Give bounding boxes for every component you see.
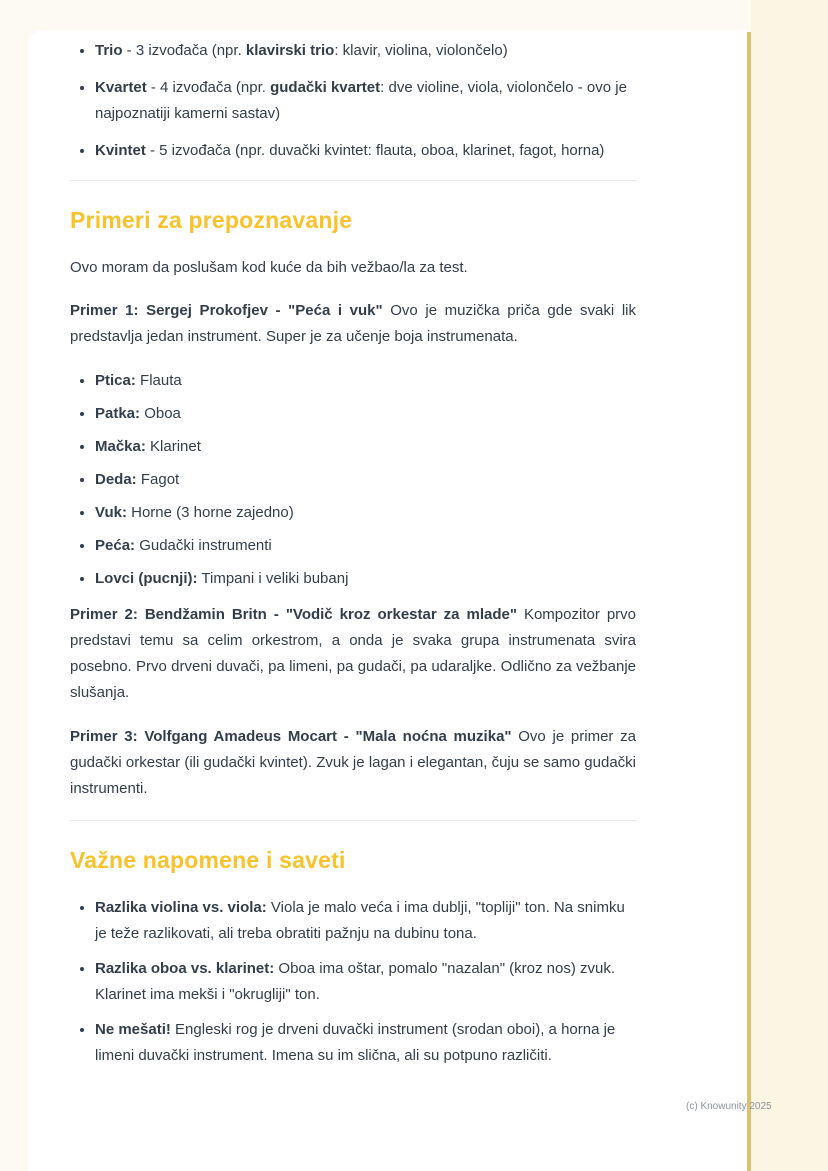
primer-2-paragraph: Primer 2: Bendžamin Britn - "Vodič kroz orkestar za mlade" Kompozitor prvo predstavi temu sa celim orkestrom, a onda je svaka grupa instrumenata svira posebno. Prvo drveni duvači, pa limeni, pa gudači, pa udaraljke. Odlično za vežbanje slušanja.	[70, 606, 636, 701]
notes-list	[70, 895, 636, 1069]
list-item: • Kvintet - 5 izvođača (npr. duvački kvintet: flauta, oboa, klarinet, fagot, horna)	[95, 138, 636, 164]
side-strip	[751, 0, 828, 1171]
section-divider	[70, 820, 636, 821]
intro-paragraph: Ovo moram da poslušam kod kuće da bih vežbao/la za test.	[70, 259, 468, 276]
content-column	[70, 38, 636, 1078]
section-divider	[70, 180, 636, 181]
characters-list	[70, 368, 636, 592]
list-item: • Vuk: Horne (3 horne zajedno)	[95, 500, 636, 526]
list-item: • Ne mešati! Engleski rog je drveni duvački instrument (srodan oboi), a horna je limeni duvački instrument. Imena su im slična, ali su potpuno različiti.	[95, 1017, 636, 1069]
section-heading-notes: Važne napomene i saveti	[70, 847, 346, 873]
accent-line	[747, 32, 751, 1171]
list-item: • Kvartet - 4 izvođača (npr. gudački kvartet: dve violine, viola, violončelo - ovo je najpoznatiji kamerni sastav)	[95, 75, 636, 127]
list-item: • Patka: Oboa	[95, 401, 636, 427]
list-item: • Razlika violina vs. viola: Viola je malo veća i ima dublji, "topliji" ton. Na snimku je teže razlikovati, ali treba obratiti pažnju na dubinu tona.	[95, 895, 636, 947]
watermark: (c) Knowunity 2025	[686, 1101, 772, 1112]
primer-1-paragraph: Primer 1: Sergej Prokofjev - "Peća i vuk" Ovo je muzička priča gde svaki lik predstavlja jedan instrument. Super je za učenje boja instrumenata.	[70, 302, 637, 345]
list-item: • Peća: Gudački instrumenti	[95, 533, 636, 559]
note-page	[28, 30, 747, 1171]
primer-3-paragraph: Primer 3: Volfgang Amadeus Mocart - "Mala noćna muzika" Ovo je primer za gudački orkestar (ili gudački kvintet). Zvuk je lagan i elegantan, čuju se samo gudački instrumenti.	[70, 728, 637, 797]
list-item: • Lovci (pucnji): Timpani i veliki bubanj	[95, 566, 636, 592]
list-item: • Deda: Fagot	[95, 467, 636, 493]
list-item: • Razlika oboa vs. klarinet: Oboa ima oštar, pomalo "nazalan" (kroz nos) zvuk. Klarinet ima mekši i "okrugliji" ton.	[95, 956, 636, 1008]
list-item: • Mačka: Klarinet	[95, 434, 636, 460]
list-item: • Ptica: Flauta	[95, 368, 636, 394]
section-heading-recognition: Primeri za prepoznavanje	[70, 207, 353, 233]
list-item: • Trio - 3 izvođača (npr. klavirski trio: klavir, violina, violončelo)	[95, 38, 636, 64]
ensemble-list	[70, 38, 636, 164]
